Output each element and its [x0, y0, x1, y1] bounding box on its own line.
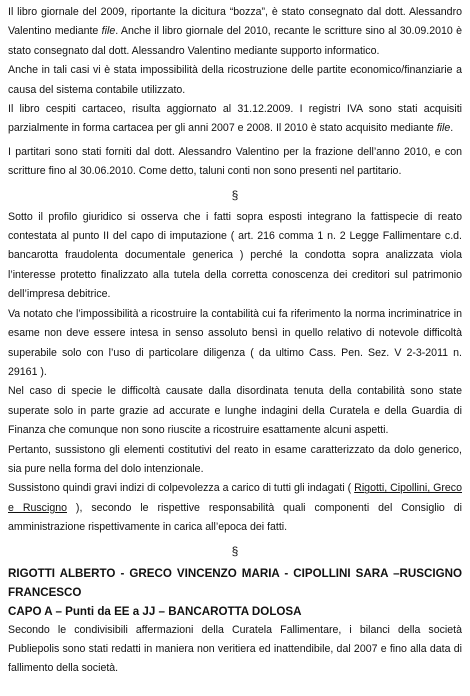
paragraph-conclusion: Pertanto, sussistono gli elementi costitutivi del reato in esame caratterizzato da dolo generico, sia pure nella forma del dolo intenzionale.: [8, 443, 462, 475]
text-run: Sussistono quindi gravi indizi di colpevolezza a carico di tutti gli indagati (: [8, 482, 355, 495]
section-sign: §: [231, 187, 239, 202]
paragraph-legal-profile: Sotto il profilo giuridico si osserva che i fatti sopra esposti integrano la fattispecie di reato contestata al punto II del capo di imputazione ( art. 216 comma 1 n. 2 Legge Fallimentare c.d. bancarotta fraudolenta documentale generica ) perché la condotta sopra analizzata viola l’interesse protetto finalizzato alla tutela della corretta conoscenza dei creditori sul patrimonio dell’impresa debitrice.: [8, 210, 462, 301]
italic-term-file: file: [101, 25, 116, 38]
text-run: ), secondo le rispettive responsabilità quali componenti del Consiglio di amministrazione rispettivamente in carica all’epoca dei fatti.: [8, 501, 462, 534]
section-sign: §: [231, 543, 239, 558]
text-run: Il libro giornale del 2009, riportante la dicitura “bozza”, è stato consegnato dal dott. Alessandro Valentino mediante: [8, 6, 462, 38]
paragraph-impossibility-note: Va notato che l’impossibilità a ricostruire la contabilità cui fa riferimento la norma incriminatrice in esame non deve essere intesa in senso assoluto bensì in quello relativo di notevole difficoltà superabile solo con l’uso di particolare diligenza ( da ultimo Cass. Pen. Sez. V 2-3-2011 n. 29161 ).: [8, 307, 462, 378]
paragraph-journal-ledger: [8, 3, 462, 61]
paragraph-ledgers: I partitari sono stati forniti dal dott. Alessandro Valentino per la frazione dell’anno 2010, e con scritture fino al 30.06.2010. Come detto, taluni conti non sono presenti nel partitario.: [8, 145, 462, 178]
defendants-heading: RIGOTTI ALBERTO - GRECO VINCENZO MARIA - CIPOLLINI SARA –RUSCIGNO FRANCESCO: [8, 566, 462, 599]
charge-heading: CAPO A – Punti da EE a JJ – BANCAROTTA DOLOSA: [8, 604, 302, 618]
underlined-defendants: Rigotti, Cipollini, Greco e Ruscigno: [8, 482, 462, 514]
paragraph-asset-book: [8, 100, 462, 139]
text-run: .: [450, 122, 454, 135]
paragraph-indications: [8, 479, 462, 537]
paragraph-financial-statements: Secondo le condivisibili affermazioni della Curatela Fallimentare, i bilanci della società Publiepolis sono stati redatti in maniera non veritiera ed inattendibile, dal 2007 e fino alla data di fallimento della società.: [8, 623, 462, 675]
text-run: . Anche il libro giornale del 2010, recante le scritture sino al 30.09.2010 è stato consegnato dal dott. Alessandro Valentino mediante supporto informatico.: [8, 25, 463, 57]
paragraph-impossibility: Anche in tali casi vi è stata impossibilità della ricostruzione delle partite economico/finanziarie a causa del sistema contabile utilizzato.: [8, 64, 462, 96]
paragraph-case-difficulties: Nel caso di specie le difficoltà causate dalla disordinata tenuta della contabilità sono state superate solo in parte grazie ad accurate e lunghe indagini della Curatela e della Guardia di Finanza che comunque non sono riuscite a ricostruire esattamente alcuni aspetti.: [8, 385, 462, 437]
text-run: Il libro cespiti cartaceo, risulta aggiornato al 31.12.2009. I registri IVA sono stati acquisiti parzialmente in forma cartacea per gli anni 2007 e 2008. Il 2010 è stato acquisito mediante: [8, 103, 462, 135]
italic-term-file: file: [436, 122, 451, 135]
